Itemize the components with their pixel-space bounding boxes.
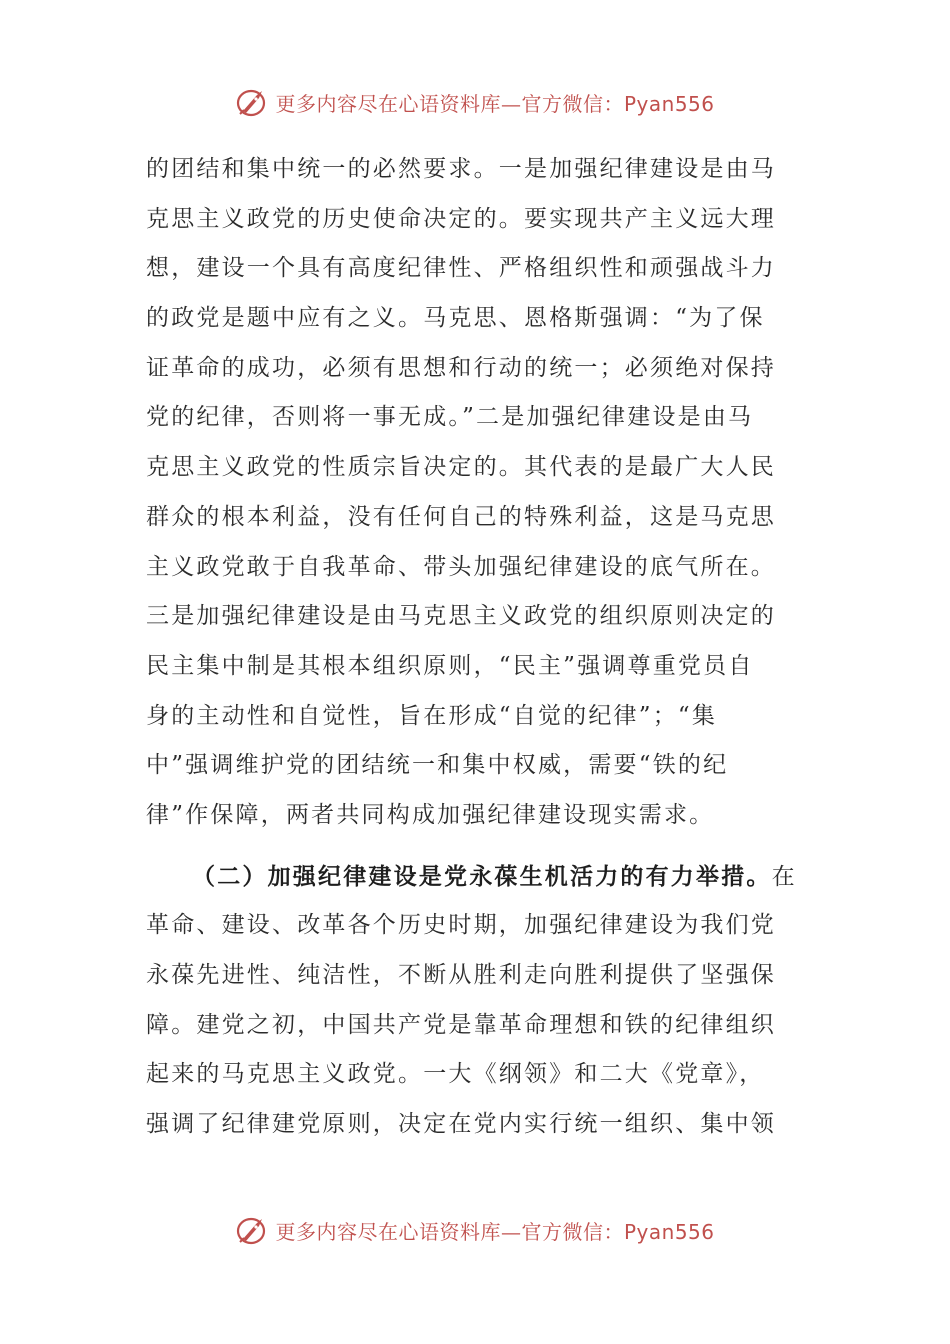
body-line: 的团结和集中统一的必然要求。一是加强纪律建设是由马 — [146, 156, 776, 182]
body-line: 主义政党敢于自我革命、带头加强纪律建设的底气所在。 — [146, 553, 776, 580]
header-wechat-id: Pyan556 — [623, 91, 715, 116]
body-line: 三是加强纪律建设是由马克思主义政党的组织原则决定的 — [146, 603, 776, 630]
body-line: 永葆先进性、纯洁性，不断从胜利走向胜利提供了坚强保 — [146, 962, 776, 988]
footer-banner — [0, 1208, 950, 1252]
footer-banner-text: 更多内容尽在心语资料库—官方微信：Pyan556 — [275, 1219, 715, 1244]
body-line: 想，建设一个具有高度纪律性、严格组织性和顽强战斗力 — [146, 255, 776, 282]
body-line: 律”作保障，两者共同构成加强纪律建设现实需求。 — [146, 801, 715, 828]
body-line: 中”强调维护党的团结统一和集中权威，需要“铁的纪 — [146, 752, 729, 779]
body-line: 强调了纪律建党原则，决定在党内实行统一组织、集中领 — [146, 1111, 776, 1138]
document-body — [146, 145, 810, 1150]
header-banner-text: 更多内容尽在心语资料库—官方微信：Pyan556 — [275, 91, 715, 116]
body-line: 身的主动性和自觉性，旨在形成“自觉的纪律”；“集 — [146, 702, 718, 729]
body-line: 革命、建设、改革各个历史时期，加强纪律建设为我们党 — [146, 912, 776, 939]
body-line: 民主集中制是其根本组织原则，“民主”强调尊重党员自 — [146, 652, 754, 679]
header-banner — [0, 80, 950, 124]
pen-nib-logo-icon — [235, 85, 269, 119]
body-line: 证革命的成功，必须有思想和行动的统一；必须绝对保持 — [146, 354, 776, 381]
body-line: 群众的根本利益，没有任何自己的特殊利益，这是马克思 — [146, 503, 776, 530]
footer-wechat-id: Pyan556 — [623, 1219, 715, 1244]
body-line: 党的纪律，否则将一事无成。”二是加强纪律建设是由马 — [146, 404, 754, 431]
body-line: 克思主义政党的历史使命决定的。要实现共产主义远大理 — [146, 205, 776, 232]
body-line: 障。建党之初，中国共产党是靠革命理想和铁的纪律组织 — [146, 1011, 776, 1038]
body-line: 克思主义政党的性质宗旨决定的。其代表的是最广大人民 — [146, 454, 776, 481]
body-line: 起来的马克思主义政党。一大《纲领》和二大《党章》， — [146, 1061, 765, 1088]
pen-nib-logo-icon — [235, 1213, 269, 1247]
section-heading: （二）加强纪律建设是党永葆生机活力的有力举措。 — [192, 862, 772, 890]
section-heading-line — [146, 852, 810, 902]
section-heading-tail: 在 — [771, 863, 797, 890]
body-line: 的政党是题中应有之义。马克思、恩格斯强调：“为了保 — [146, 305, 765, 332]
